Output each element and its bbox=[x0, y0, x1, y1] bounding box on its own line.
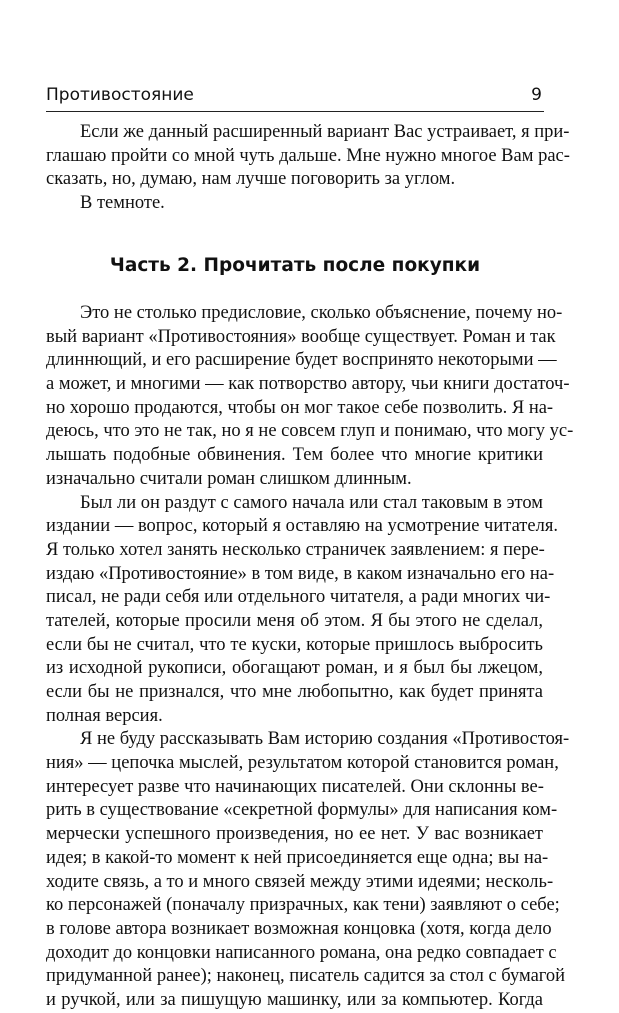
text-line: доходит до концовки написанного романа, она редко совпадает с bbox=[46, 942, 557, 963]
section-heading: Часть 2. Прочитать после покупки bbox=[109, 255, 481, 276]
text-line: если бы не признался, что мне любопытно, как будет принята bbox=[46, 682, 543, 702]
running-header bbox=[46, 85, 544, 112]
text-line: вый вариант «Противостояния» вообще существует. Роман и так bbox=[46, 326, 556, 347]
text-line: в голове автора возникает возможная концовка (хотя, когда дело bbox=[46, 918, 552, 939]
text-line: если бы не считал, что те куски, которые пришлось выбросить bbox=[46, 634, 543, 655]
text-line: Я только хотел занять несколько страничек заявлением: я пере- bbox=[46, 539, 545, 560]
intro-paragraphs bbox=[46, 121, 570, 216]
text-line: изначально считали роман слишком длинным. bbox=[46, 468, 412, 489]
text-line: полная версия. bbox=[46, 705, 163, 726]
text-line: издании — вопрос, который я оставляю на усмотрение читателя. bbox=[46, 516, 558, 537]
text-line: Это не столько предисловие, сколько объяснение, почему но- bbox=[80, 303, 563, 323]
text-line: мерчески успешного произведения, но ее нет. У вас возникает bbox=[46, 824, 543, 845]
text-line: из исходной рукописи, обогащают роман, и я был бы лжецом, bbox=[46, 658, 543, 679]
text-line: Я не буду рассказывать Вам историю создания «Противостоя- bbox=[80, 729, 570, 750]
body-paragraphs bbox=[46, 302, 574, 1013]
text-line: ния» — цепочка мыслей, результатом которой становится роман, bbox=[46, 753, 559, 774]
text-line: сказать, но, думаю, нам лучше поговорить за углом. bbox=[46, 169, 456, 190]
text-line: а может, и многими — как потворство автору, чьи книги достаточ- bbox=[46, 374, 570, 395]
text-line: лышать подобные обвинения. Тем более что многие критики bbox=[46, 445, 543, 466]
text-line: глашаю пройти со мной чуть дальше. Мне нужно многое Вам рас- bbox=[46, 145, 570, 166]
text-line: длиннющий, и его расширение будет воспринято некоторыми — bbox=[46, 350, 557, 371]
text-line: Был ли он раздут с самого начала или стал таковым в этом bbox=[80, 492, 543, 513]
text-line: ходите связь, а то и много связей между этими идеями; несколь- bbox=[46, 871, 554, 892]
text-line: и ручкой, или за пишущую машинку, или за компьютер. Когда bbox=[46, 989, 543, 1010]
text-line: Если же данный расширенный вариант Вас устраивает, я при- bbox=[80, 122, 570, 142]
text-line: издаю «Противостояние» в том виде, в каком изначально его на- bbox=[46, 563, 555, 584]
text-line: В темноте. bbox=[80, 193, 165, 214]
text-line: идея; в какой-то момент к ней присоединяется еще одна; вы на- bbox=[46, 847, 549, 868]
text-line: рить в существование «секретной формулы» для написания ком- bbox=[46, 800, 558, 821]
page-number: 9 bbox=[531, 85, 542, 105]
text-line: придуманной ранее); наконец, писатель садится за стол с бумагой bbox=[46, 966, 566, 987]
text-line: тателей, которые просили меня об этом. Я бы этого не сделал, bbox=[46, 610, 543, 631]
running-title: Противостояние bbox=[46, 85, 194, 105]
text-line: деюсь, что это не так, но я не совсем глуп и понимаю, что могу ус- bbox=[46, 421, 574, 442]
text-line: но хорошо продаются, чтобы он мог такое себе позволить. Я на- bbox=[46, 397, 554, 418]
text-line: писал, не ради себя или отдельного читателя, а ради многих чи- bbox=[46, 587, 551, 608]
text-line: ко персонажей (поначалу призрачных, как тени) заявляют о себе; bbox=[46, 895, 560, 916]
text-line: интересует разве что начинающих писателей. Они склонны ве- bbox=[46, 776, 544, 797]
